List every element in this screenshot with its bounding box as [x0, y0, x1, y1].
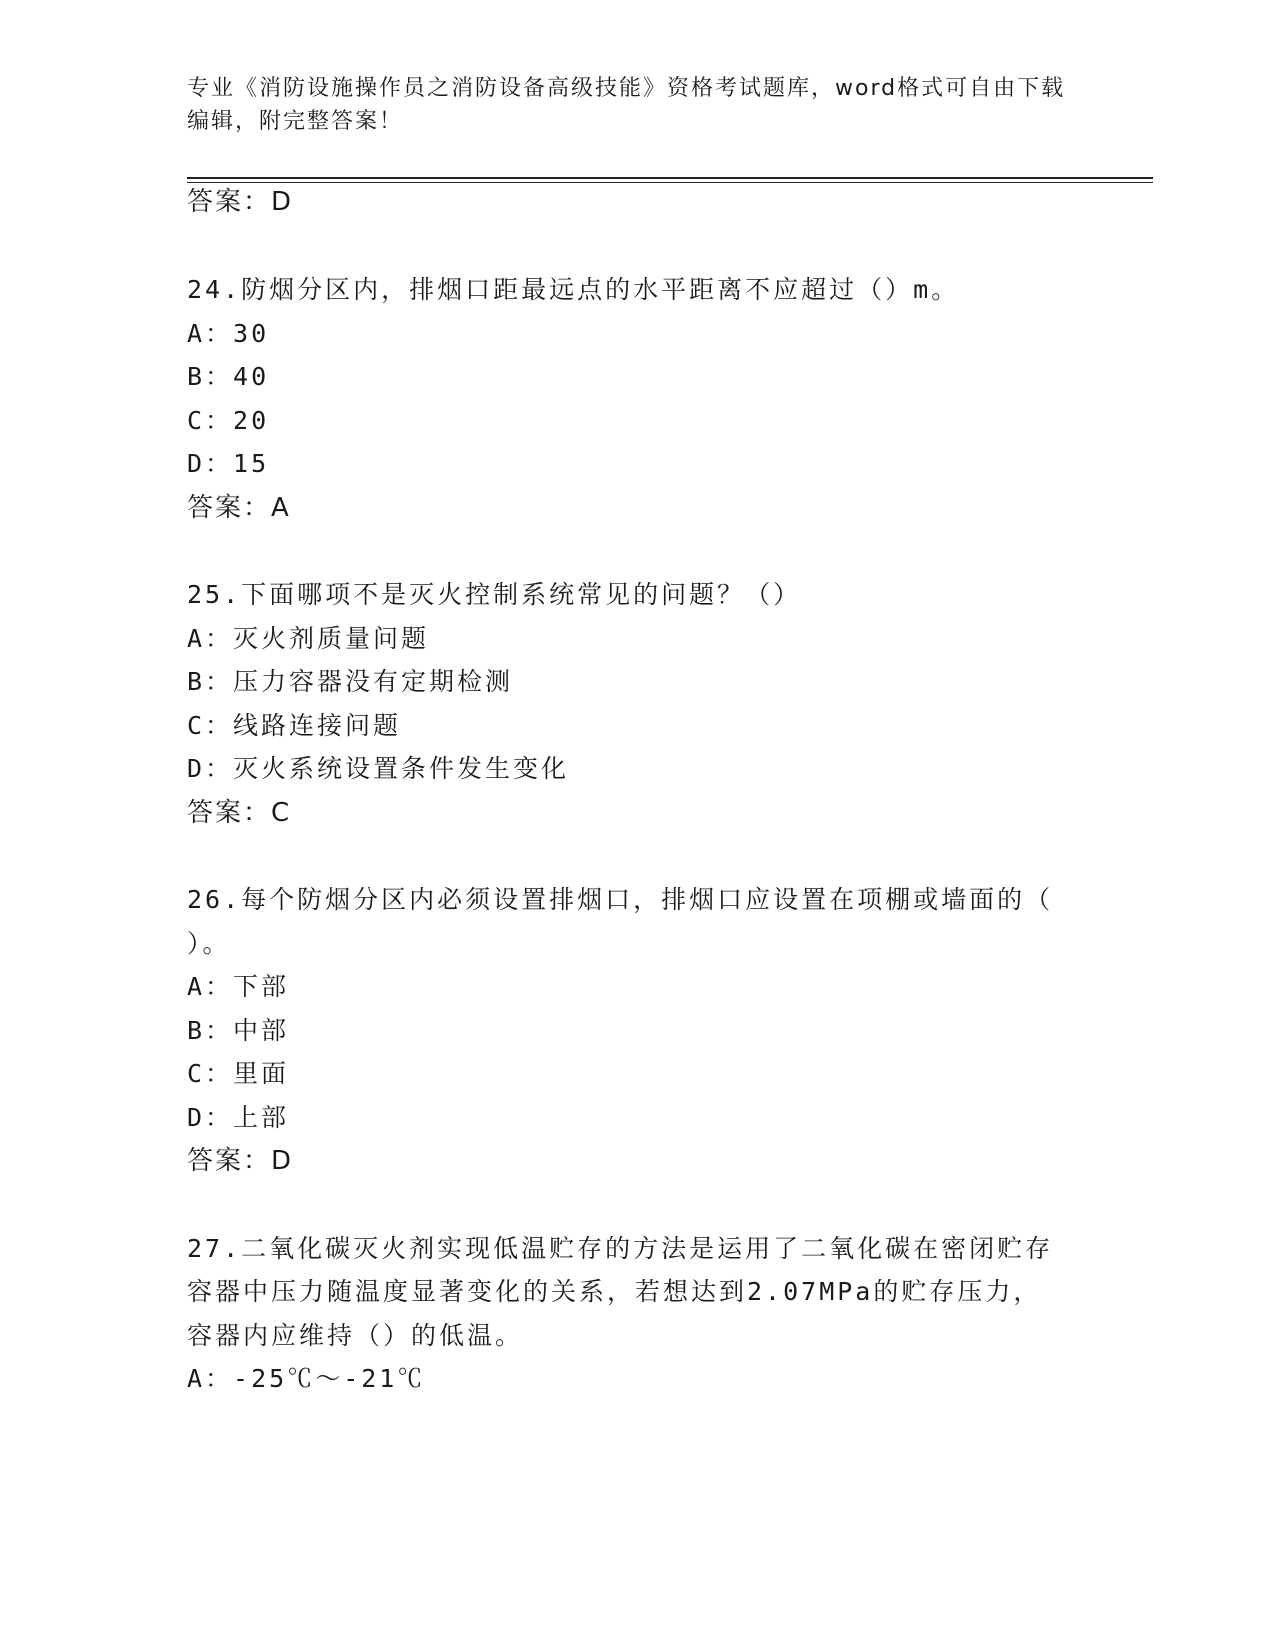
question-26-stem-line-2: ）。 [187, 929, 231, 958]
header-divider-thin [187, 182, 1153, 183]
question-24-option-c: C：20 [187, 406, 270, 435]
question-26-option-b: B：中部 [187, 1016, 290, 1045]
answer-25: 答案：C [187, 798, 292, 828]
question-26-option-a: A：下部 [187, 972, 290, 1001]
question-25-option-d: D：灭火系统设置条件发生变化 [187, 754, 570, 783]
question-25-option-c: C：线路连接问题 [187, 711, 402, 740]
answer-24: 答案：A [187, 493, 291, 523]
question-27-stem-line-3: 容器内应维持（）的低温。 [187, 1321, 524, 1350]
question-27-stem-line-2: 容器中压力随温度显著变化的关系，若想达到2.07MPa的贮存压力， [187, 1277, 1042, 1306]
question-26-option-c: C：里面 [187, 1059, 290, 1088]
answer-23: 答案：D [187, 187, 294, 217]
question-25-option-b: B：压力容器没有定期检测 [187, 667, 514, 696]
question-24-stem: 24.防烟分区内，排烟口距最远点的水平距离不应超过（）m。 [187, 275, 960, 304]
question-24-option-a: A：30 [187, 319, 270, 348]
question-26-stem-line-1: 26.每个防烟分区内必须设置排烟口，排烟口应设置在项棚或墙面的（ [187, 885, 1054, 914]
question-27-option-a: A：-25℃～-21℃ [187, 1364, 426, 1393]
question-27-stem-line-1: 27.二氧化碳灭火剂实现低温贮存的方法是运用了二氧化碳在密闭贮存 [187, 1234, 1054, 1263]
answer-26: 答案：D [187, 1146, 294, 1176]
question-26-option-d: D：上部 [187, 1103, 290, 1132]
question-25-stem: 25.下面哪项不是灭火控制系统常见的问题？（） [187, 580, 802, 609]
question-24-option-b: B：40 [187, 362, 270, 391]
header-divider-thick [187, 177, 1153, 179]
document-header: 专业《消防设施操作员之消防设备高级技能》资格考试题库，word格式可自由下载编辑，附完整答案！ [187, 76, 1066, 134]
question-24-option-d: D：15 [187, 449, 270, 478]
question-25-option-a: A：灭火剂质量问题 [187, 624, 430, 653]
